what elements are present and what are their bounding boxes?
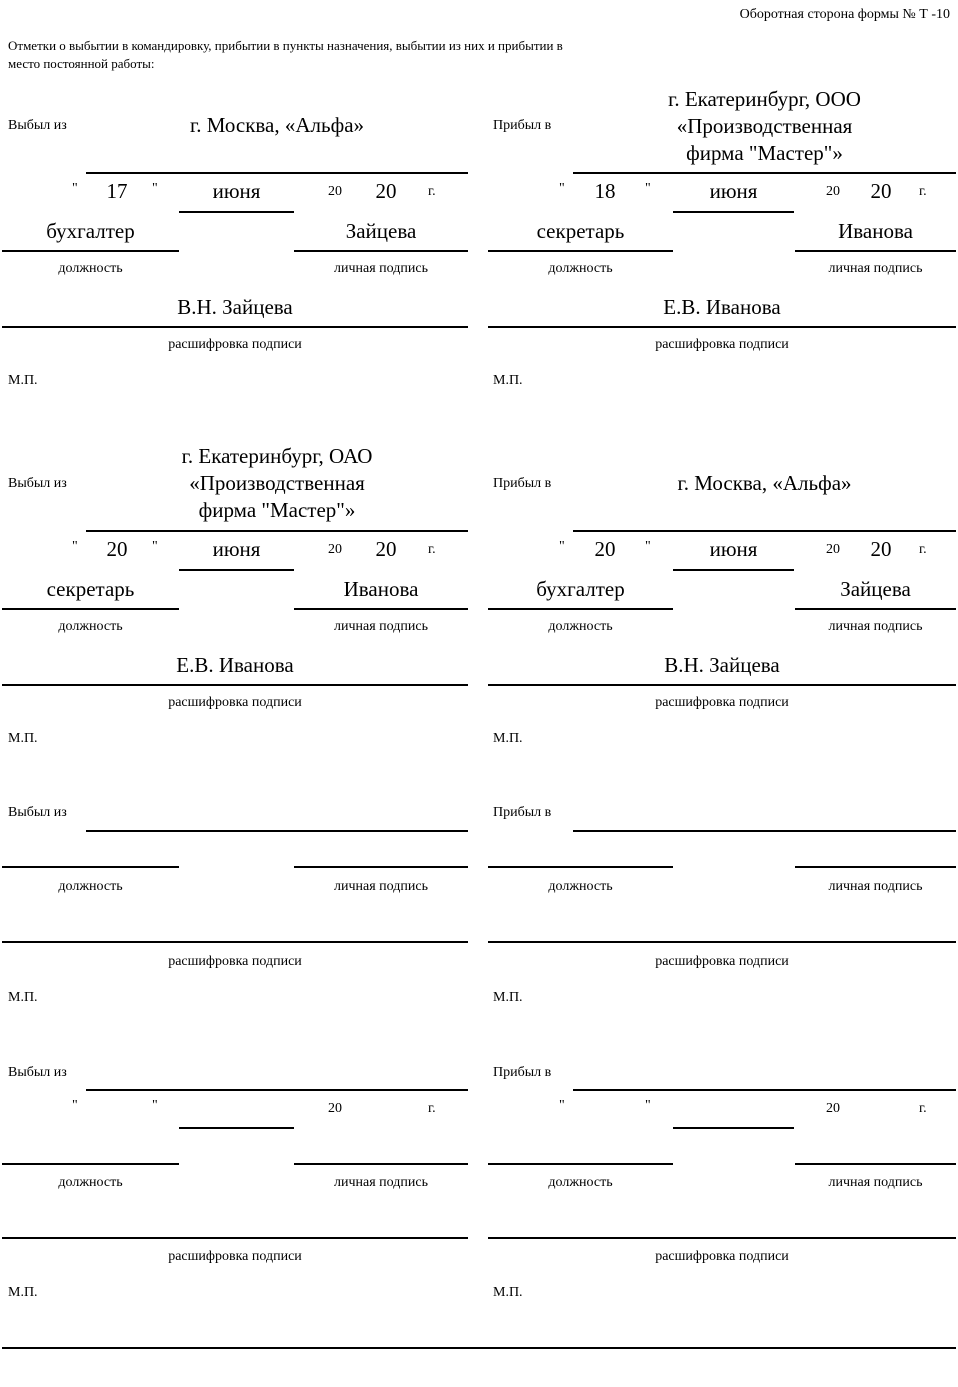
arrival-day: 20 (594, 537, 616, 561)
position-line (2, 608, 179, 610)
departure-place-line1: г. Екатеринбург, ОАО (181, 444, 373, 468)
position-caption: должность (548, 879, 613, 894)
decoding-caption: расшифровка подписи (168, 337, 302, 352)
departure-month: июня (212, 179, 261, 203)
stamp-label: М.П. (493, 731, 523, 746)
signature-line (795, 250, 956, 252)
decoding-line[interactable] (488, 1237, 956, 1239)
stamp-label: М.П. (493, 373, 523, 388)
signature-line (294, 250, 468, 252)
decoding-value: Е.В. Иванова (663, 295, 781, 319)
century-prefix: 20 (826, 1101, 840, 1116)
arrival-place-line (573, 530, 956, 532)
arrived-in-label: Прибыл в (493, 476, 552, 491)
position-line[interactable] (2, 1163, 179, 1165)
departure-month-line (179, 211, 294, 213)
position-caption: должность (58, 1175, 123, 1190)
arrival-place-line2: «Производственная (676, 114, 853, 138)
position-line[interactable] (2, 866, 179, 868)
departed-from-label: Выбыл из (8, 1065, 67, 1080)
departure-day: 20 (106, 537, 128, 561)
arrival-month-line (673, 211, 794, 213)
arrival-place: г. Москва, «Альфа» (677, 471, 852, 495)
year-suffix: г. (919, 184, 927, 199)
decoding-caption: расшифровка подписи (655, 954, 789, 969)
stamp-label: М.П. (493, 990, 523, 1005)
arrival-year: 20 (870, 179, 892, 203)
century-prefix: 20 (328, 542, 342, 557)
position-value: бухгалтер (536, 577, 625, 601)
signature-caption: личная подпись (334, 1175, 428, 1190)
day-open-quote: " (559, 539, 565, 554)
decoding-line[interactable] (488, 941, 956, 943)
century-prefix: 20 (328, 184, 342, 199)
departure-month-line (179, 569, 294, 571)
year-suffix: г. (428, 184, 436, 199)
signature-caption: личная подпись (334, 879, 428, 894)
decoding-value: В.Н. Зайцева (177, 295, 293, 319)
signature-line[interactable] (795, 866, 956, 868)
position-caption: должность (58, 619, 123, 634)
form-note: Оборотная сторона формы № Т -10 (739, 7, 950, 22)
day-close-quote: " (645, 539, 651, 554)
signature-line (294, 608, 468, 610)
departure-year: 20 (375, 537, 397, 561)
signature-line[interactable] (294, 866, 468, 868)
position-value: секретарь (536, 219, 625, 243)
day-close-quote: " (152, 181, 158, 196)
year-suffix: г. (919, 1101, 927, 1116)
arrival-place-line3: фирма "Мастер"» (686, 141, 843, 165)
decoding-caption: расшифровка подписи (168, 695, 302, 710)
departed-from-label: Выбыл из (8, 805, 67, 820)
departure-place-line (86, 172, 468, 174)
arrival-place-line (573, 172, 956, 174)
arrived-in-label: Прибыл в (493, 805, 552, 820)
arrival-month-line (673, 569, 794, 571)
departure-month: июня (212, 537, 261, 561)
day-open-quote: " (559, 1098, 565, 1113)
stamp-label: М.П. (8, 1285, 38, 1300)
signature-line[interactable] (795, 1163, 956, 1165)
stamp-label: М.П. (8, 373, 38, 388)
day-open-quote: " (559, 181, 565, 196)
year-suffix: г. (428, 1101, 436, 1116)
decoding-line (2, 684, 468, 686)
day-close-quote: " (645, 1098, 651, 1113)
signature-caption: личная подпись (334, 261, 428, 276)
century-prefix: 20 (826, 542, 840, 557)
day-close-quote: " (645, 181, 651, 196)
signature-caption: личная подпись (828, 879, 923, 894)
position-value: бухгалтер (46, 219, 135, 243)
position-caption: должность (548, 261, 613, 276)
departure-place-line (86, 530, 468, 532)
day-open-quote: " (72, 539, 78, 554)
signature-line[interactable] (294, 1163, 468, 1165)
position-line[interactable] (488, 1163, 673, 1165)
signature-caption: личная подпись (828, 619, 923, 634)
departure-place-line[interactable] (86, 830, 468, 832)
decoding-caption: расшифровка подписи (655, 695, 789, 710)
position-line (488, 250, 673, 252)
day-close-quote: " (152, 539, 158, 554)
stamp-label: М.П. (8, 990, 38, 1005)
position-caption: должность (58, 261, 123, 276)
decoding-value: В.Н. Зайцева (664, 653, 780, 677)
arrival-day: 18 (594, 179, 616, 203)
position-caption: должность (548, 1175, 613, 1190)
arrival-month: июня (709, 537, 758, 561)
position-line (2, 250, 179, 252)
day-open-quote: " (72, 181, 78, 196)
position-line (488, 608, 673, 610)
stamp-label: М.П. (493, 1285, 523, 1300)
decoding-value: Е.В. Иванова (176, 653, 294, 677)
position-line[interactable] (488, 866, 673, 868)
departure-place-line3: фирма "Мастер"» (198, 498, 356, 522)
signature-value: Иванова (838, 219, 913, 243)
signature-value: Зайцева (345, 219, 417, 243)
day-open-quote: " (72, 1098, 78, 1113)
departure-place-line2: «Производственная (189, 471, 365, 495)
departure-place: г. Москва, «Альфа» (189, 113, 365, 137)
decoding-caption: расшифровка подписи (168, 1249, 302, 1264)
signature-caption: личная подпись (828, 1175, 923, 1190)
decoding-line (488, 684, 956, 686)
intro-text-line2: место постоянной работы: (8, 56, 155, 71)
position-caption: должность (58, 879, 123, 894)
departure-day: 17 (106, 179, 128, 203)
signature-value: Иванова (343, 577, 419, 601)
departure-year: 20 (375, 179, 397, 203)
decoding-line[interactable] (2, 941, 468, 943)
decoding-caption: расшифровка подписи (168, 954, 302, 969)
arrival-year: 20 (870, 537, 892, 561)
decoding-line (2, 326, 468, 328)
arrival-month-line[interactable] (673, 1127, 794, 1129)
position-caption: должность (548, 619, 613, 634)
decoding-line[interactable] (2, 1237, 468, 1239)
departure-place-line[interactable] (86, 1089, 468, 1091)
decoding-line (488, 326, 956, 328)
decoding-caption: расшифровка подписи (655, 337, 789, 352)
arrived-in-label: Прибыл в (493, 118, 552, 133)
century-prefix: 20 (826, 184, 840, 199)
arrival-month: июня (709, 179, 758, 203)
bottom-rule (2, 1347, 956, 1349)
intro-text-line1: Отметки о выбытии в командировку, прибытии в пункты назначения, выбытии из них и прибытии в (8, 38, 563, 53)
departed-from-label: Выбыл из (8, 476, 67, 491)
century-prefix: 20 (328, 1101, 342, 1116)
departure-month-line[interactable] (179, 1127, 294, 1129)
year-suffix: г. (919, 542, 927, 557)
arrival-place-line[interactable] (573, 830, 956, 832)
day-close-quote: " (152, 1098, 158, 1113)
stamp-label: М.П. (8, 731, 38, 746)
arrival-place-line[interactable] (573, 1089, 956, 1091)
year-suffix: г. (428, 542, 436, 557)
signature-caption: личная подпись (828, 261, 923, 276)
arrival-place-line1: г. Екатеринбург, ООО (668, 87, 861, 111)
arrived-in-label: Прибыл в (493, 1065, 552, 1080)
position-value: секретарь (46, 577, 135, 601)
decoding-caption: расшифровка подписи (655, 1249, 789, 1264)
signature-caption: личная подпись (334, 619, 428, 634)
departed-from-label: Выбыл из (8, 118, 67, 133)
signature-value: Зайцева (840, 577, 911, 601)
signature-line (795, 608, 956, 610)
